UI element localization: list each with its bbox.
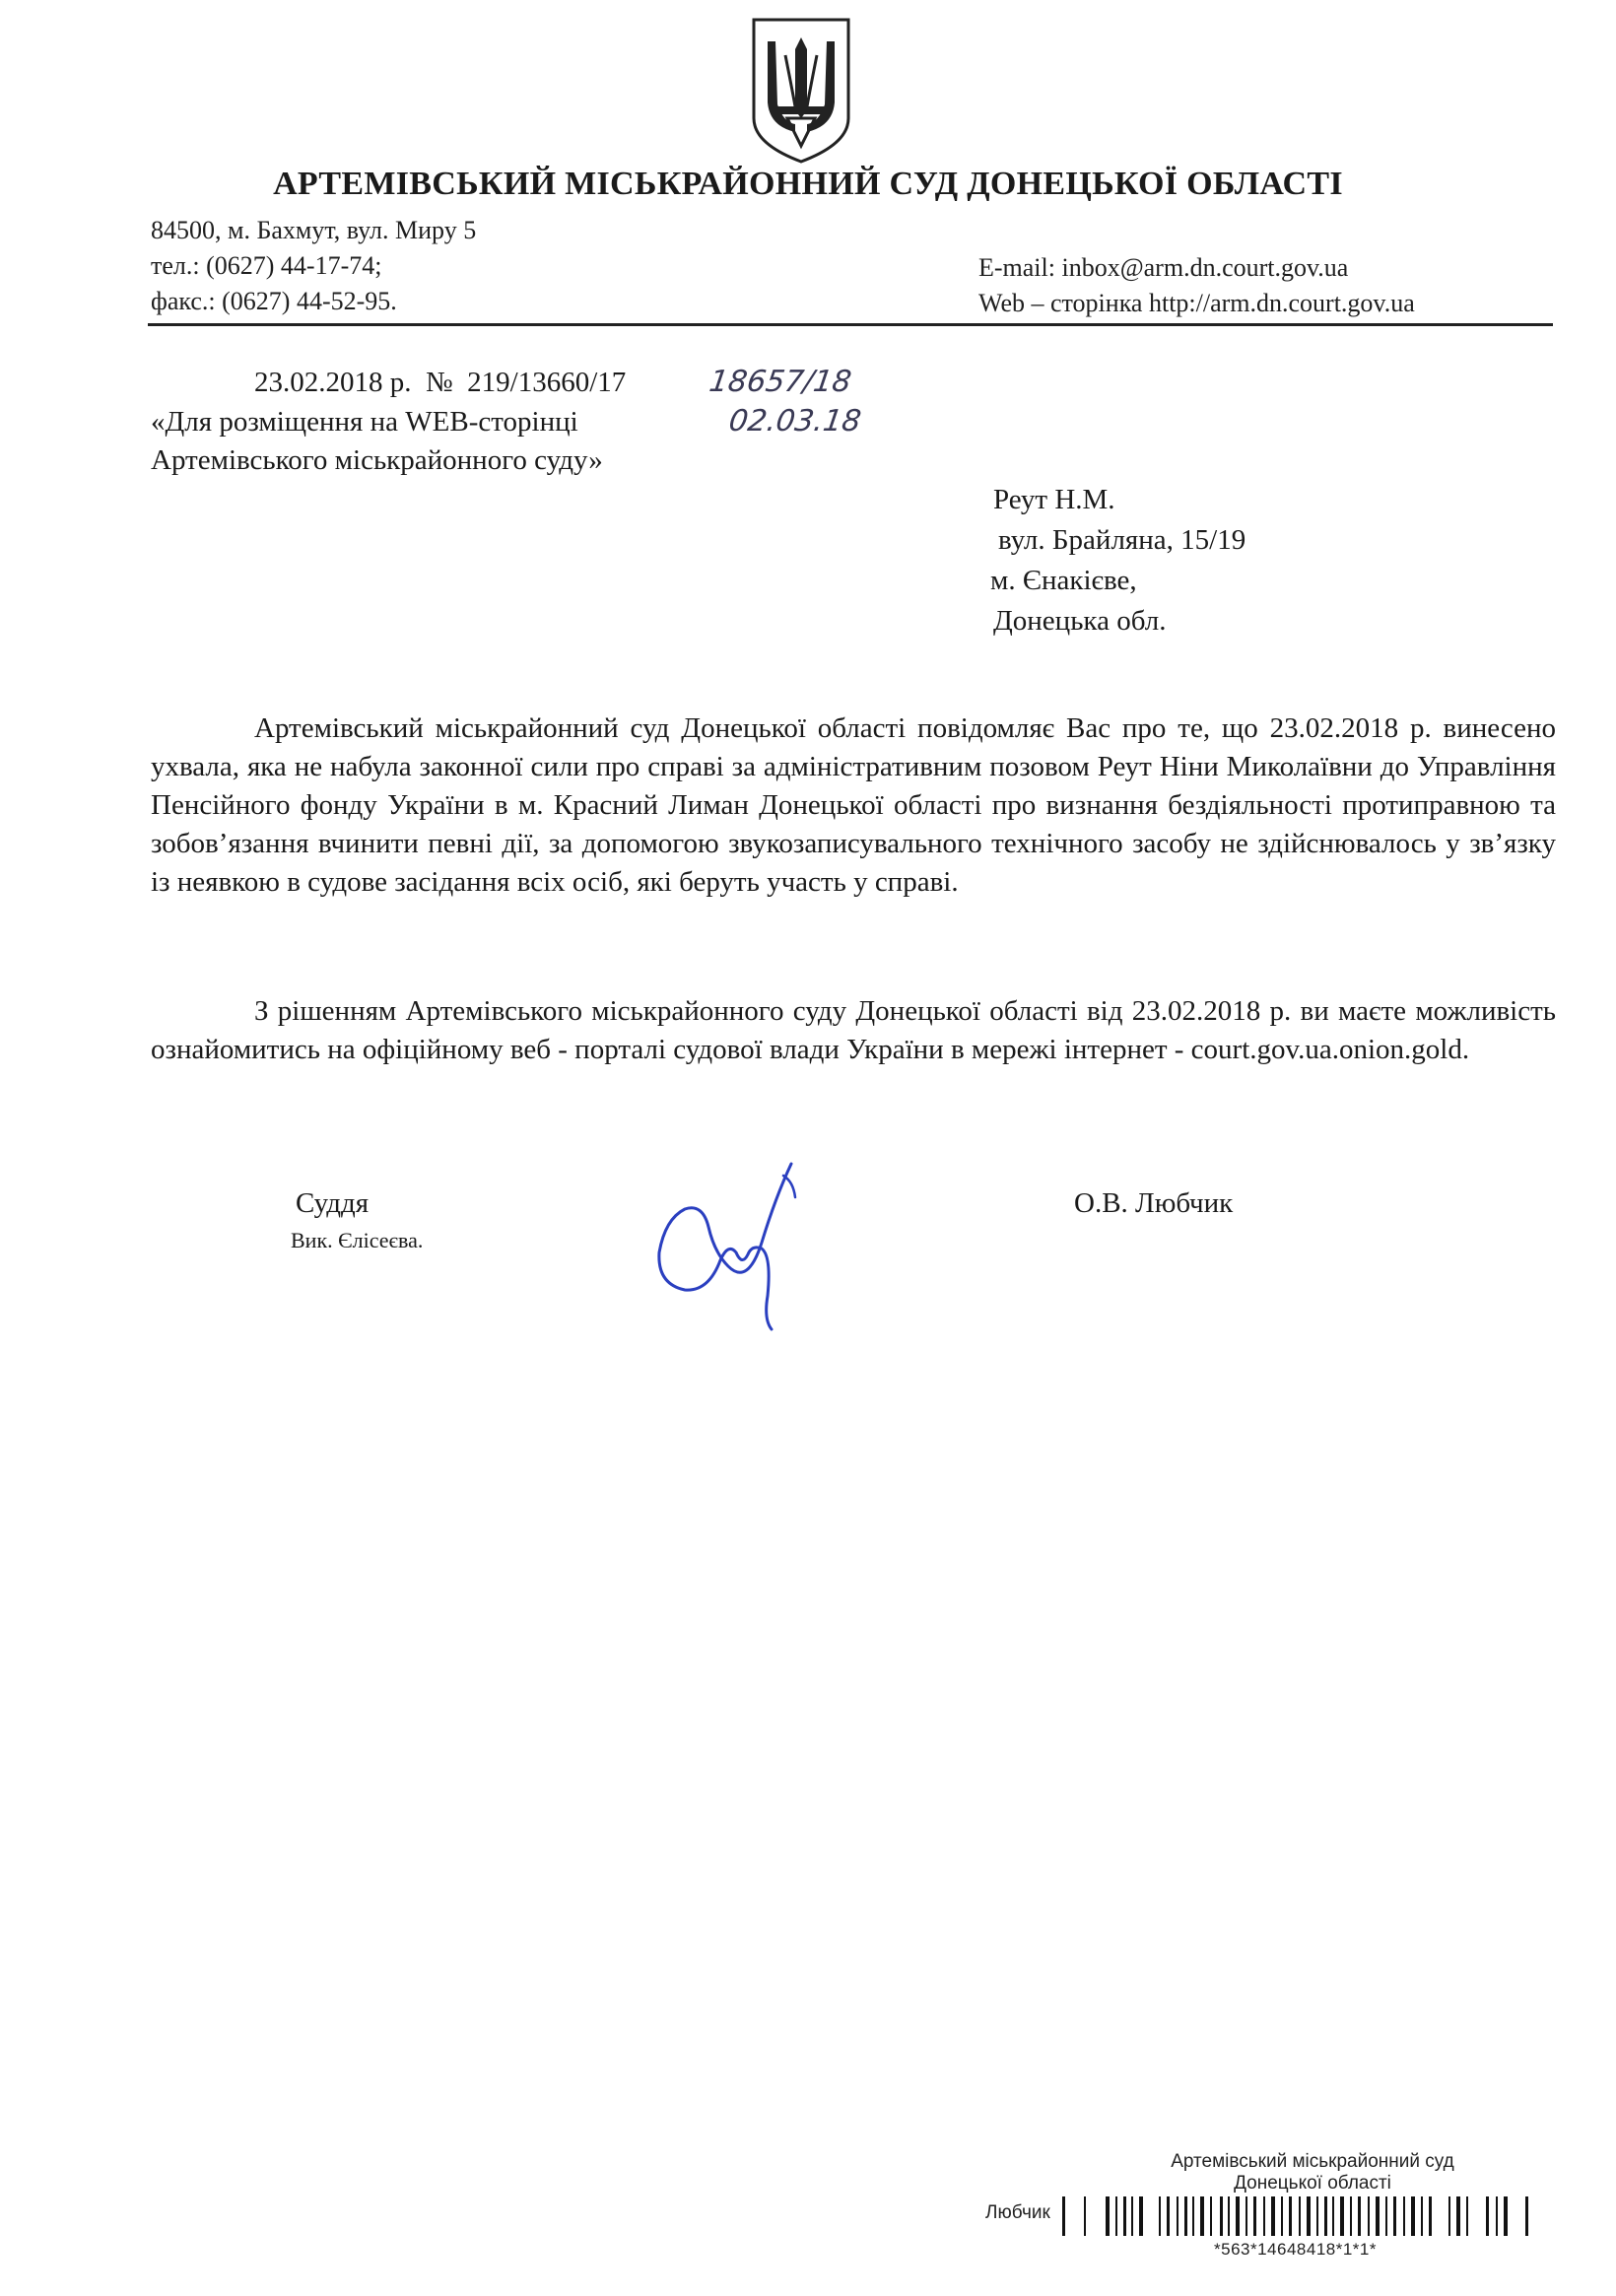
handwritten-signature-icon xyxy=(645,1158,813,1335)
fax-line: факс.: (0627) 44-52-95. xyxy=(151,287,397,315)
stamp-organization xyxy=(1165,2151,1460,2195)
recipient-city: м. Єнакієве, xyxy=(990,565,1137,596)
notice-paragraph-1: Артемівський міськрайонний суд Донецької області повідомляє Вас про те, що 23.02.2018 р. винесено ухвала, яка не набула законної сили про справі за адміністративним позовом Реут Ніни Миколаївни до Управління Пенсійного фонду України в м. Красний Лиман Донецької області про визнання бездіяльності протиправною та зобов’язання вчинити певні дії, за допомогою звукозаписувального технічного засобу не здійснювалось у зв’язку із неявкою в судове засідання всіх осіб, які беруть участь у справі. xyxy=(151,712,1556,898)
court-contacts xyxy=(978,250,1415,321)
judge-title: Суддя xyxy=(296,1187,370,1219)
email-line: E-mail: inbox@arm.dn.court.gov.ua xyxy=(978,253,1349,282)
handwritten-reg-date: 02.03.18 xyxy=(726,404,864,439)
executor-name: Вик. Єлісеєва. xyxy=(291,1228,424,1252)
stamp-org-line: Артемівський міськрайонний суд xyxy=(1171,2151,1454,2172)
coat-of-arms-icon xyxy=(748,16,854,166)
stamp-executor: Любчик xyxy=(985,2202,1050,2223)
court-address-block xyxy=(151,213,476,319)
web-placement-note: «Для розміщення на WEB-сторінці Артемівського міськрайонного суду» xyxy=(151,406,603,476)
phone-line: тел.: (0627) 44-17-74; xyxy=(151,251,382,280)
barcode-number: *563*14648418*1*1* xyxy=(1214,2240,1377,2259)
stamp-org-line: Донецької області xyxy=(1234,2173,1391,2194)
barcode-icon xyxy=(1062,2195,1535,2238)
recipient-street: вул. Брайляна, 15/19 xyxy=(998,524,1246,556)
recipient-region: Донецька обл. xyxy=(993,605,1167,637)
header-divider xyxy=(148,323,1553,326)
handwritten-reg-number: 18657/18 xyxy=(707,365,854,399)
outgoing-number: 23.02.2018 р. № 219/13660/17 xyxy=(254,367,627,398)
court-name: АРТЕМІВСЬКИЙ МІСЬКРАЙОННИЙ СУД ДОНЕЦЬКОЇ ОБЛАСТІ xyxy=(273,166,1343,202)
web-line: Web – сторінка http://arm.dn.court.gov.ua xyxy=(978,289,1415,317)
recipient-block xyxy=(990,480,1486,642)
judge-name: О.В. Любчик xyxy=(1074,1187,1234,1219)
recipient-name: Реут Н.М. xyxy=(993,484,1115,515)
address-line: 84500, м. Бахмут, вул. Миру 5 xyxy=(151,216,477,244)
notice-paragraph-2: З рішенням Артемівського міськрайонного суду Донецької області від 23.02.2018 р. ви маєте можливість ознайомитись на офіційному веб - порталі судової влади України в мережі інтернет - court.gov.ua.onion.gold. xyxy=(151,995,1556,1065)
